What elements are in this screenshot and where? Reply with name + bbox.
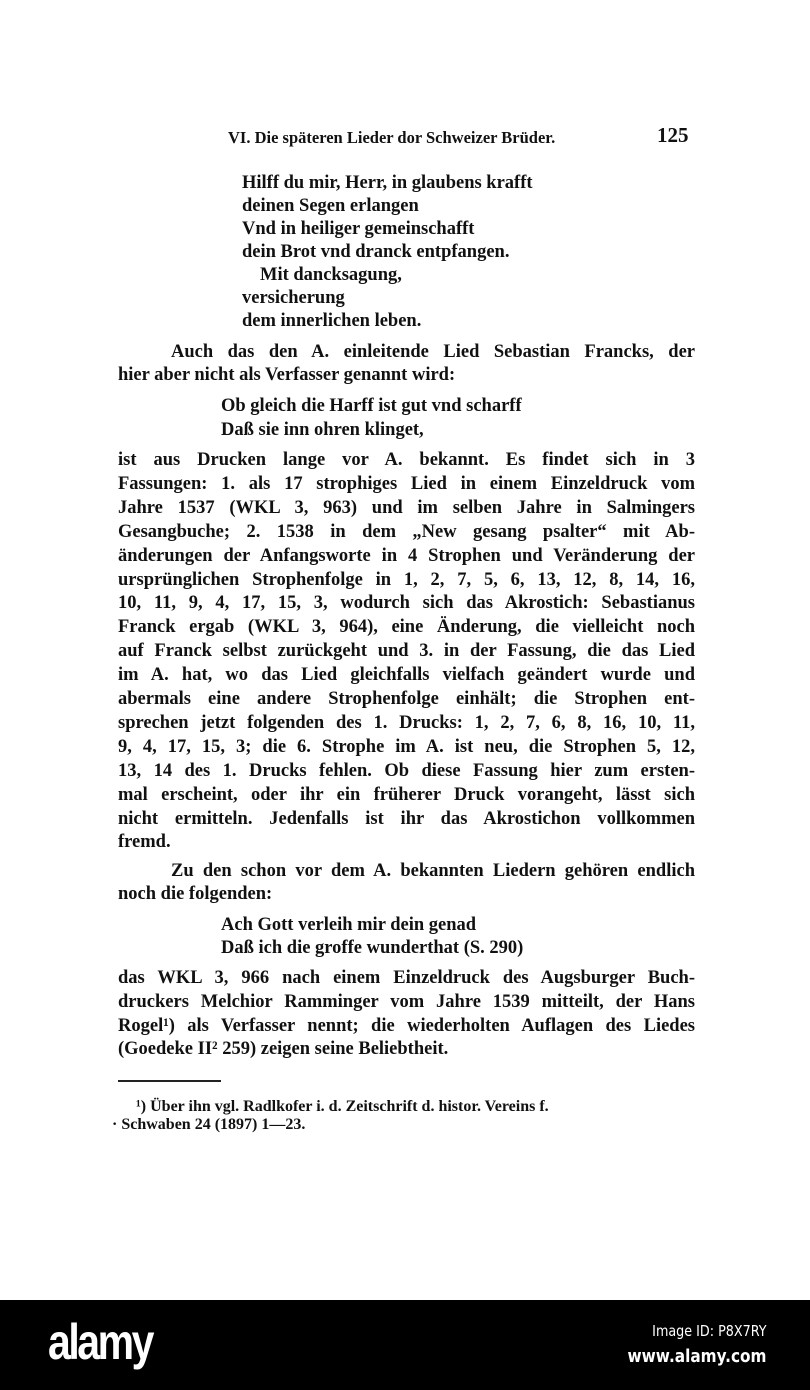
para-line: 9, 4, 17, 15, 3; die 6. Strophe im A. ist neu, die Strophen 5, 12, bbox=[118, 736, 695, 757]
verse-line: Vnd in heiliger gemeinschafft bbox=[242, 219, 475, 239]
footnote-line: ¹) Über ihn vgl. Radlkofer i. d. Zeitschrift d. histor. Vereins f. bbox=[136, 1098, 549, 1115]
verse-line: dein Brot vnd dranck entpfangen. bbox=[242, 242, 510, 262]
para-line: noch die folgenden: bbox=[118, 884, 273, 904]
running-title: VI. Die späteren Lieder dor Schweizer Brüder. bbox=[228, 128, 556, 147]
para-line: Rogel¹) als Verfasser nennt; die wiederholten Auflagen des Liedes bbox=[118, 1015, 695, 1036]
para-line: Jahre 1537 (WKL 3, 963) und im selben Jahre in Salmingers bbox=[118, 497, 695, 518]
para-line: (Goedeke II² 259) zeigen seine Beliebtheit. bbox=[118, 1039, 449, 1060]
para-line: Zu den schon vor dem A. bekannten Liedern gehören endlich bbox=[171, 861, 695, 881]
para-line: Gesangbuche; 2. 1538 in dem „New gesang psalter“ mit Ab- bbox=[118, 521, 695, 542]
verse-line: Hilff du mir, Herr, in glaubens krafft bbox=[242, 173, 533, 193]
watermark-bar bbox=[0, 1300, 810, 1390]
footnote-line: · Schwaben 24 (1897) 1—23. bbox=[112, 1116, 306, 1133]
para-line: ursprünglichen Strophenfolge in 1, 2, 7, 5, 6, 13, 12, 8, 14, 16, bbox=[118, 569, 695, 590]
image-id: Image ID: P8X7RY bbox=[652, 1322, 767, 1340]
para-line: 13, 14 des 1. Drucks fehlen. Ob diese Fassung hier zum ersten- bbox=[118, 760, 695, 781]
verse-line: Ach Gott verleih mir dein genad bbox=[221, 915, 477, 935]
verse-line: Mit dancksagung, bbox=[260, 265, 402, 285]
para-line: ist aus Drucken lange vor A. bekannt. Es findet sich in 3 bbox=[118, 450, 695, 470]
alamy-logo: alamy bbox=[48, 1314, 152, 1370]
para-line: im A. hat, wo das Lied gleichfalls vielfach geändert wurde und bbox=[118, 665, 695, 686]
watermark-url: www.alamy.com bbox=[628, 1346, 767, 1367]
para-line: auf Franck selbst zurückgeht und 3. in der Fassung, die das Lied bbox=[118, 641, 695, 662]
para-line: fremd. bbox=[118, 832, 171, 853]
para-line: abermals eine andere Strophenfolge einhält; die Strophen ent- bbox=[118, 689, 695, 709]
verse-line: dem innerlichen leben. bbox=[242, 311, 422, 331]
page-number: 125 bbox=[657, 123, 689, 147]
verse-line: Daß ich die groffe wunderthat (S. 290) bbox=[221, 938, 524, 958]
para-line: das WKL 3, 966 nach einem Einzeldruck des Augsburger Buch- bbox=[118, 968, 695, 988]
para-line: Franck ergab (WKL 3, 964), eine Änderung, die vielleicht noch bbox=[118, 617, 695, 638]
verse-line: deinen Segen erlangen bbox=[242, 196, 419, 216]
para-line: nicht ermitteln. Jedenfalls ist ihr das Akrostichon vollkommen bbox=[118, 808, 695, 829]
para-line: druckers Melchior Ramminger vom Jahre 1539 mitteilt, der Hans bbox=[118, 991, 695, 1012]
para-line: Auch das den A. einleitende Lied Sebastian Francks, der bbox=[171, 342, 695, 362]
para-line: änderungen der Anfangsworte in 4 Strophen und Veränderung der bbox=[118, 545, 695, 566]
para-line: 10, 11, 9, 4, 17, 15, 3, wodurch sich das Akrostich: Sebastianus bbox=[118, 593, 695, 614]
para-line: hier aber nicht als Verfasser genannt wird: bbox=[118, 365, 456, 385]
verse-line: Daß sie inn ohren klinget, bbox=[221, 420, 424, 440]
para-line: sprechen jetzt folgenden des 1. Drucks: 1, 2, 7, 6, 8, 16, 10, 11, bbox=[118, 712, 695, 733]
para-line: mal erscheint, oder ihr ein früherer Druck vorangeht, lässt sich bbox=[118, 784, 695, 805]
footnote-rule bbox=[118, 1080, 221, 1082]
verse-line: Ob gleich die Harff ist gut vnd scharff bbox=[221, 396, 522, 416]
verse-line: versicherung bbox=[242, 288, 345, 308]
para-line: Fassungen: 1. als 17 strophiges Lied in einem Einzeldruck vom bbox=[118, 473, 695, 494]
